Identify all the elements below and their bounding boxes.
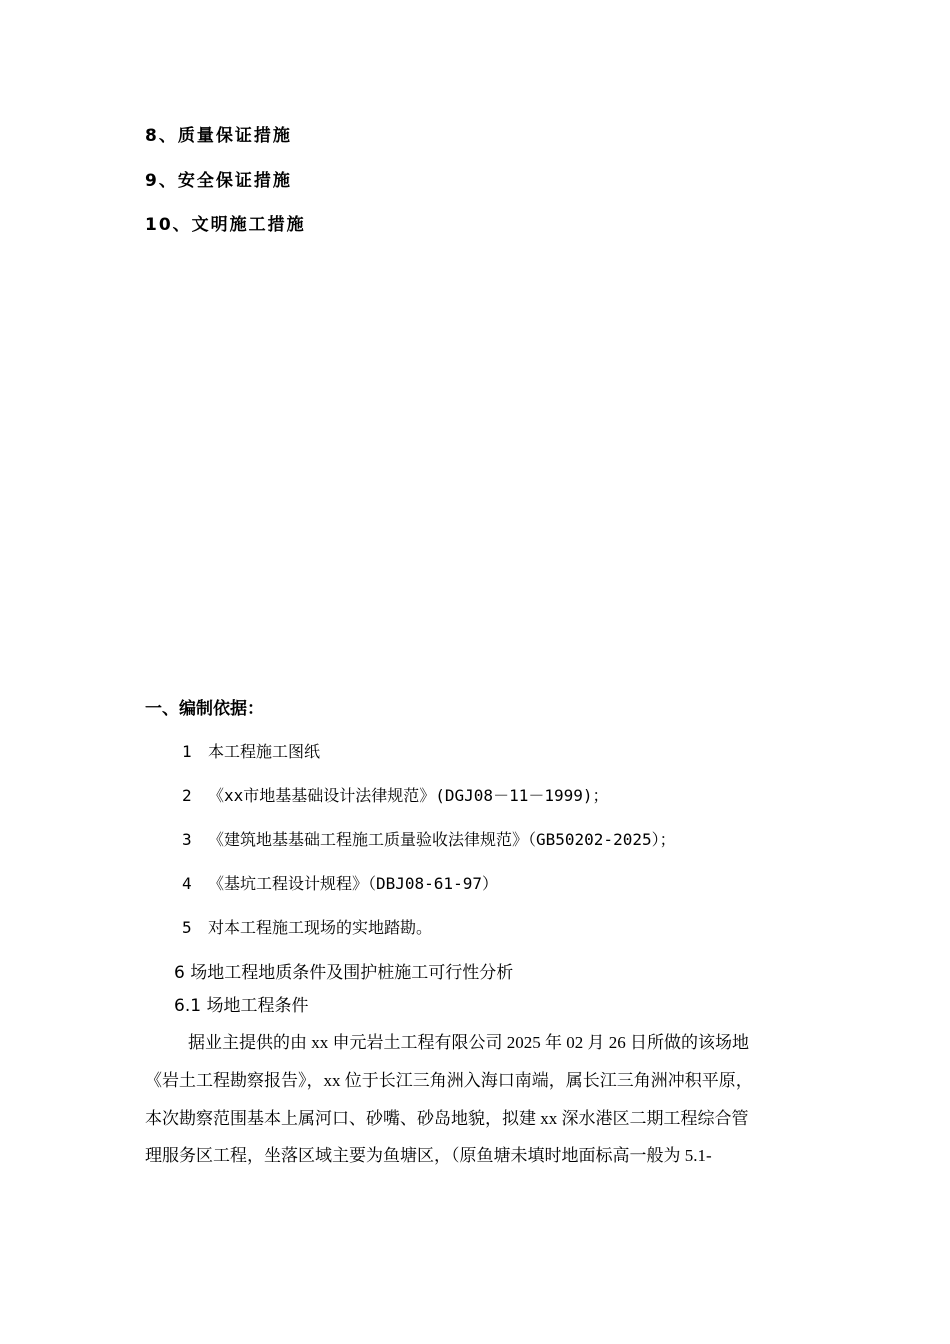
paragraph-line: 本次勘察范围基本上属河口、砂嘴、砂岛地貌，拟建 xx 深水港区二期工程综合管: [145, 1109, 749, 1128]
reference-item: [182, 827, 676, 850]
toc-item-10: 10、文明施工措施: [145, 215, 306, 235]
reference-number: 2: [182, 786, 192, 805]
reference-number: 1: [182, 742, 192, 761]
section-heading-basis: 一、编制依据：: [145, 699, 264, 719]
section-heading-geology: 6 场地工程地质条件及围护桩施工可行性分析: [174, 963, 514, 983]
reference-number: 5: [182, 918, 192, 937]
reference-item: [182, 915, 432, 938]
reference-text: 《xx市地基基础设计法律规范》(DGJ08－11－1999)；: [208, 786, 609, 805]
reference-item: [182, 871, 498, 894]
reference-text: 《基坑工程设计规程》（DBJ08-61-97）: [208, 874, 498, 893]
paragraph-line: 理服务区工程，坐落区域主要为鱼塘区，（原鱼塘未填时地面标高一般为 5.1-: [145, 1146, 712, 1165]
reference-text: 《建筑地基基础工程施工质量验收法律规范》（GB50202-2025）；: [208, 830, 676, 849]
reference-item: [182, 739, 320, 762]
reference-number: 4: [182, 874, 192, 893]
reference-number: 3: [182, 830, 192, 849]
paragraph-line: 据业主提供的由 xx 申元岩土工程有限公司 2025 年 02 月 26 日所做的该场地: [188, 1033, 749, 1052]
reference-text: 对本工程施工现场的实地踏勘。: [208, 918, 433, 937]
toc-item-8: 8、质量保证措施: [145, 126, 292, 146]
reference-item: [182, 783, 609, 806]
toc-item-9: 9、安全保证措施: [145, 171, 292, 191]
subsection-heading-site: 6.1 场地工程条件: [174, 996, 309, 1016]
paragraph-line: 《岩土工程勘察报告》，xx 位于长江三角洲入海口南端，属长江三角洲冲积平原，: [145, 1071, 753, 1090]
reference-text: 本工程施工图纸: [208, 742, 321, 761]
